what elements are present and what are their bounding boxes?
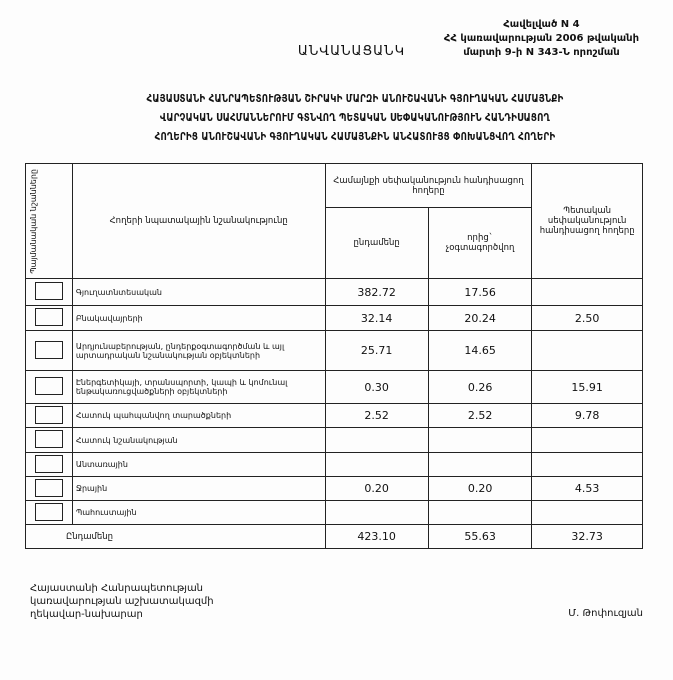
table-row [26, 501, 643, 525]
total-cell: 25.71 [325, 331, 428, 371]
total-cell: 382.72 [325, 279, 428, 306]
state-cell [532, 453, 643, 477]
purpose-cell: Հատուկ նշանակության [72, 428, 325, 453]
position-line: կառավարության աշխատակազմի [30, 596, 214, 607]
signatory-position [30, 582, 214, 621]
total-cell [325, 428, 428, 453]
header-of-which: որից` չօգտագործվող [428, 208, 532, 279]
total-cell: 2.52 [325, 404, 428, 428]
doc-subtitle [97, 90, 614, 147]
land-table [25, 163, 643, 549]
legend-swatch [35, 503, 63, 521]
table-row [26, 279, 643, 306]
legend-swatch [35, 377, 63, 395]
legend-swatch [35, 455, 63, 473]
code-cell [26, 477, 73, 501]
state-cell: 15.91 [532, 371, 643, 404]
state-cell [532, 501, 643, 525]
sum-total: 423.10 [325, 525, 428, 549]
sum-row [26, 525, 643, 549]
doc-title: ԱՆՎԱՆԱՑԱՆԿ [297, 44, 406, 59]
table-row [26, 453, 643, 477]
code-cell [26, 371, 73, 404]
of-which-cell: 14.65 [428, 331, 532, 371]
header-community: Համայնքի սեփականություն հանդիսացող հողերը [325, 164, 532, 208]
legend-swatch [35, 430, 63, 448]
sum-state: 32.73 [532, 525, 643, 549]
purpose-cell: Գյուղատնտեսական [72, 279, 325, 306]
code-cell [26, 404, 73, 428]
legend-swatch [35, 479, 63, 497]
header-code [26, 164, 73, 279]
purpose-cell: Էներգետիկայի, տրանսպորտի, կապի և կոմունալ ենթակառուցվածքների օբյեկտների [72, 371, 325, 404]
appendix-line: Հավելված N 4 [503, 19, 580, 30]
state-cell: 4.53 [532, 477, 643, 501]
purpose-cell: Ջրային [72, 477, 325, 501]
code-cell [26, 331, 73, 371]
appendix-line: ՀՀ կառավարության 2006 թվականի [443, 33, 639, 44]
state-cell [532, 279, 643, 306]
header-code-text: Պայմանական նշանները [29, 168, 38, 274]
code-cell [26, 501, 73, 525]
state-cell [532, 331, 643, 371]
subtitle-line: ՀՈՂԵՐԻՑ ԱՆՈՒՇԱՎԱՆԻ ԳՅՈՒՂԱԿԱՆ ՀԱՄԱՅՆՔԻՆ ԱՆՀԱՏՈՒՅՑ ՓՈԽԱՆՑՎՈՂ ՀՈՂԵՐԻ [154, 131, 556, 143]
signatory-name: Մ. Թոփուզյան [568, 608, 643, 619]
appendix-line: մարտի 9-ի N 343-Ն որոշման [463, 47, 620, 58]
sum-label: Ընդամենը [26, 525, 326, 549]
purpose-cell: Բնակավայրերի [72, 306, 325, 331]
subtitle-line: ՎԱՐՉԱԿԱՆ ՍԱՀՄԱՆՆԵՐՈՒՄ ԳՏՆՎՈՂ ՊԵՏԱԿԱՆ ՍԵՓԱԿԱՆՈՒԹՅՈՒՆ ՀԱՆԴԻՍԱՑՈՂ [159, 112, 551, 124]
state-cell: 2.50 [532, 306, 643, 331]
code-cell [26, 428, 73, 453]
header-state: Պետական սեփականություն հանդիսացող հողերը [532, 164, 643, 279]
total-cell: 32.14 [325, 306, 428, 331]
purpose-cell: Հատուկ պահպանվող տարածքների [72, 404, 325, 428]
table-row [26, 428, 643, 453]
legend-swatch [35, 406, 63, 424]
state-cell [532, 428, 643, 453]
table-row [26, 306, 643, 331]
header-total: ընդամենը [325, 208, 428, 279]
position-line: Հայաստանի Հանրապետության [30, 583, 204, 594]
of-which-cell [428, 501, 532, 525]
of-which-cell [428, 453, 532, 477]
total-cell: 0.20 [325, 477, 428, 501]
table-row [26, 404, 643, 428]
purpose-cell: Պահուստային [72, 501, 325, 525]
code-cell [26, 279, 73, 306]
total-cell [325, 453, 428, 477]
table-row [26, 371, 643, 404]
purpose-cell: Արդյունաբերության, ընդերքօգտագործման և այլ արտադրական նշանակության օբյեկտների [72, 331, 325, 371]
total-cell: 0.30 [325, 371, 428, 404]
of-which-cell: 20.24 [428, 306, 532, 331]
legend-swatch [35, 282, 63, 300]
position-line: ղեկավար-նախարար [30, 609, 143, 620]
state-cell: 9.78 [532, 404, 643, 428]
header-purpose: Հողերի նպատակային նշանակությունը [72, 164, 325, 279]
table-row [26, 331, 643, 371]
total-cell [325, 501, 428, 525]
subtitle-line: ՀԱՅԱՍՏԱՆԻ ՀԱՆՐԱՊԵՏՈՒԹՅԱՆ ՇԻՐԱԿԻ ՄԱՐԶԻ ԱՆՈՒՇԱՎԱՆԻ ԳՅՈՒՂԱԿԱՆ ՀԱՄԱՅՆՔԻ [146, 93, 564, 105]
code-cell [26, 453, 73, 477]
legend-swatch [35, 308, 63, 326]
of-which-cell: 0.26 [428, 371, 532, 404]
of-which-cell [428, 428, 532, 453]
table-row [26, 477, 643, 501]
legend-swatch [35, 341, 63, 359]
sum-of-which: 55.63 [428, 525, 532, 549]
purpose-cell: Անտառային [72, 453, 325, 477]
of-which-cell: 2.52 [428, 404, 532, 428]
of-which-cell: 17.56 [428, 279, 532, 306]
of-which-cell: 0.20 [428, 477, 532, 501]
code-cell [26, 306, 73, 331]
